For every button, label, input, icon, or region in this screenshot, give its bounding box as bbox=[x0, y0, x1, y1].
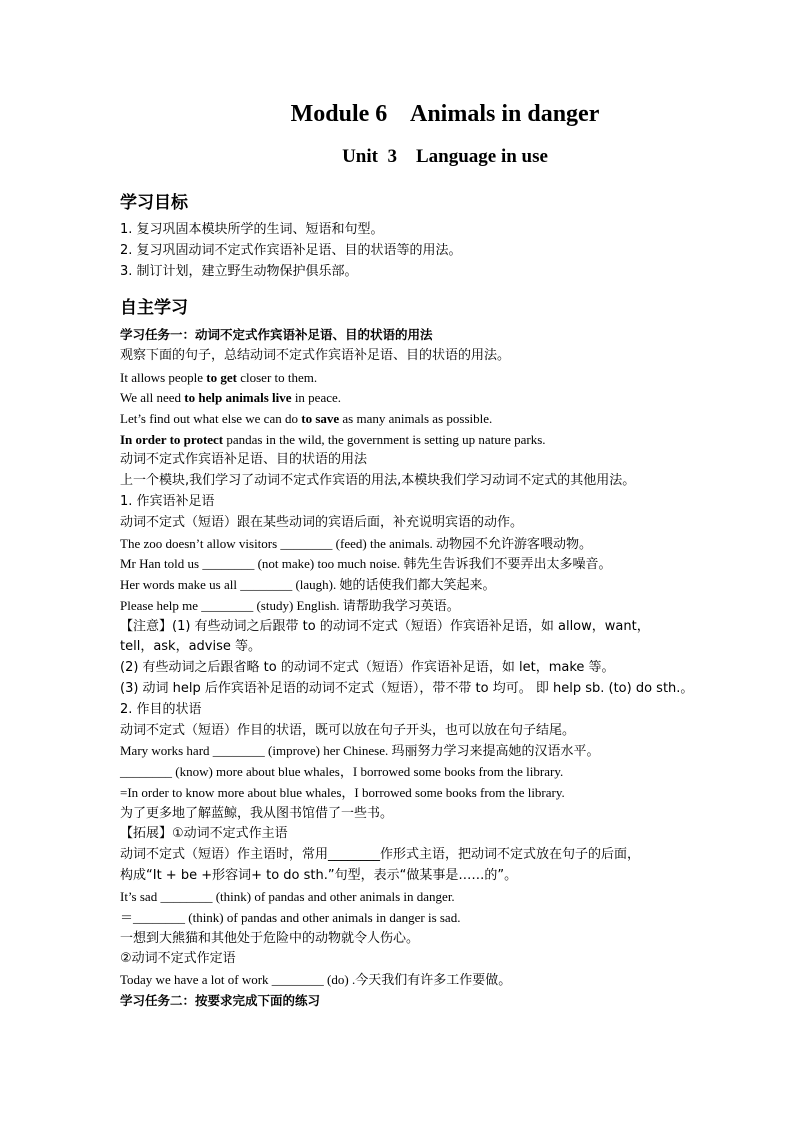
note: (3) 动词 help 后作宾语补足语的动词不定式（短语），带不带 to 均可。 即 help sb. (to) do sth.。 bbox=[120, 681, 694, 696]
note: (2) 有些动词之后跟省略 to 的动词不定式（短语）作宾语补足语，如 let，make 等。 bbox=[120, 660, 615, 675]
point-desc: 动词不定式（短语）跟在某些动词的宾语后面，补充说明宾语的动作。 bbox=[120, 515, 524, 530]
note: 【注意】(1) 有些动词之后跟带 to 的动词不定式（短语）作宾语补足语，如 allow，want， bbox=[120, 619, 650, 634]
page-title: Module 6 Animals in danger bbox=[290, 101, 600, 127]
task-title: 学习任务二：按要求完成下面的练习 bbox=[120, 993, 321, 1008]
exercise-sentence: ＝________ (think) of pandas and other animals in danger is sad. bbox=[120, 910, 461, 925]
extension-desc: 动词不定式（短语）作主语时，常用________作形式主语，把动词不定式放在句子的后面， bbox=[120, 847, 641, 862]
point-desc: 动词不定式（短语）作目的状语，既可以放在句子开头，也可以放在句子结尾。 bbox=[120, 723, 576, 738]
page-subtitle: Unit 3 Language in use bbox=[342, 146, 548, 167]
goal-item: 2. 复习巩固动词不定式作宾语补足语、目的状语等的用法。 bbox=[120, 243, 462, 258]
usage-intro: 上一个模块,我们学习了动词不定式作宾语的用法,本模块我们学习动词不定式的其他用法。 bbox=[120, 473, 636, 488]
usage-title: 动词不定式作宾语补足语、目的状语的用法 bbox=[120, 452, 368, 467]
exercise-sentence: The zoo doesn’t allow visitors ________ (feed) the animals. 动物园不允许游客喂动物。 bbox=[120, 536, 593, 552]
translation: 一想到大熊猫和其他处于危险中的动物就令人伤心。 bbox=[120, 931, 420, 946]
point-title: 1. 作宾语补足语 bbox=[120, 494, 215, 509]
section-heading-goals: 学习目标 bbox=[120, 193, 188, 213]
extension-title: ②动词不定式作定语 bbox=[120, 951, 236, 966]
exercise-sentence: Mary works hard ________ (improve) her Chinese. 玛丽努力学习来提高她的汉语水平。 bbox=[120, 743, 600, 759]
exercise-sentence: Mr Han told us ________ (not make) too much noise. 韩先生告诉我们不要弄出太多噪音。 bbox=[120, 556, 612, 572]
extension-title: 【拓展】①动词不定式作主语 bbox=[120, 826, 288, 841]
instruction: 观察下面的句子，总结动词不定式作宾语补足语、目的状语的用法。 bbox=[120, 348, 511, 363]
goal-item: 3. 制订计划，建立野生动物保护俱乐部。 bbox=[120, 264, 358, 279]
exercise-sentence: Please help me ________ (study) English. 请帮助我学习英语。 bbox=[120, 598, 460, 614]
translation: 为了更多地了解蓝鲸，我从图书馆借了一些书。 bbox=[120, 806, 394, 821]
goal-item: 1. 复习巩固本模块所学的生词、短语和句型。 bbox=[120, 222, 384, 237]
task-title: 学习任务一：动词不定式作宾语补足语、目的状语的用法 bbox=[120, 327, 433, 342]
example-sentence: In order to protect pandas in the wild, the government is setting up nature parks. bbox=[120, 432, 546, 447]
example-sentence: Let’s find out what else we can do to save as many animals as possible. bbox=[120, 411, 493, 426]
exercise-sentence: ________ (know) more about blue whales，I borrowed some books from the library. bbox=[120, 764, 564, 779]
example-sentence: We all need to help animals live in peace. bbox=[120, 390, 342, 405]
example-sentence: It allows people to get closer to them. bbox=[120, 370, 318, 385]
extension-desc: 构成“It + be +形容词+ to do sth.”句型，表示“做某事是……的”。 bbox=[120, 868, 518, 883]
exercise-sentence: It’s sad ________ (think) of pandas and other animals in danger. bbox=[120, 889, 455, 904]
note: tell，ask，advise 等。 bbox=[120, 639, 262, 654]
exercise-sentence: Today we have a lot of work ________ (do) .今天我们有许多工作要做。 bbox=[120, 972, 512, 988]
exercise-sentence: =In order to know more about blue whales，I borrowed some books from the library. bbox=[120, 785, 565, 800]
exercise-sentence: Her words make us all ________ (laugh). 她的话使我们都大笑起来。 bbox=[120, 577, 496, 593]
point-title: 2. 作目的状语 bbox=[120, 702, 202, 717]
section-heading-self-study: 自主学习 bbox=[120, 298, 188, 318]
